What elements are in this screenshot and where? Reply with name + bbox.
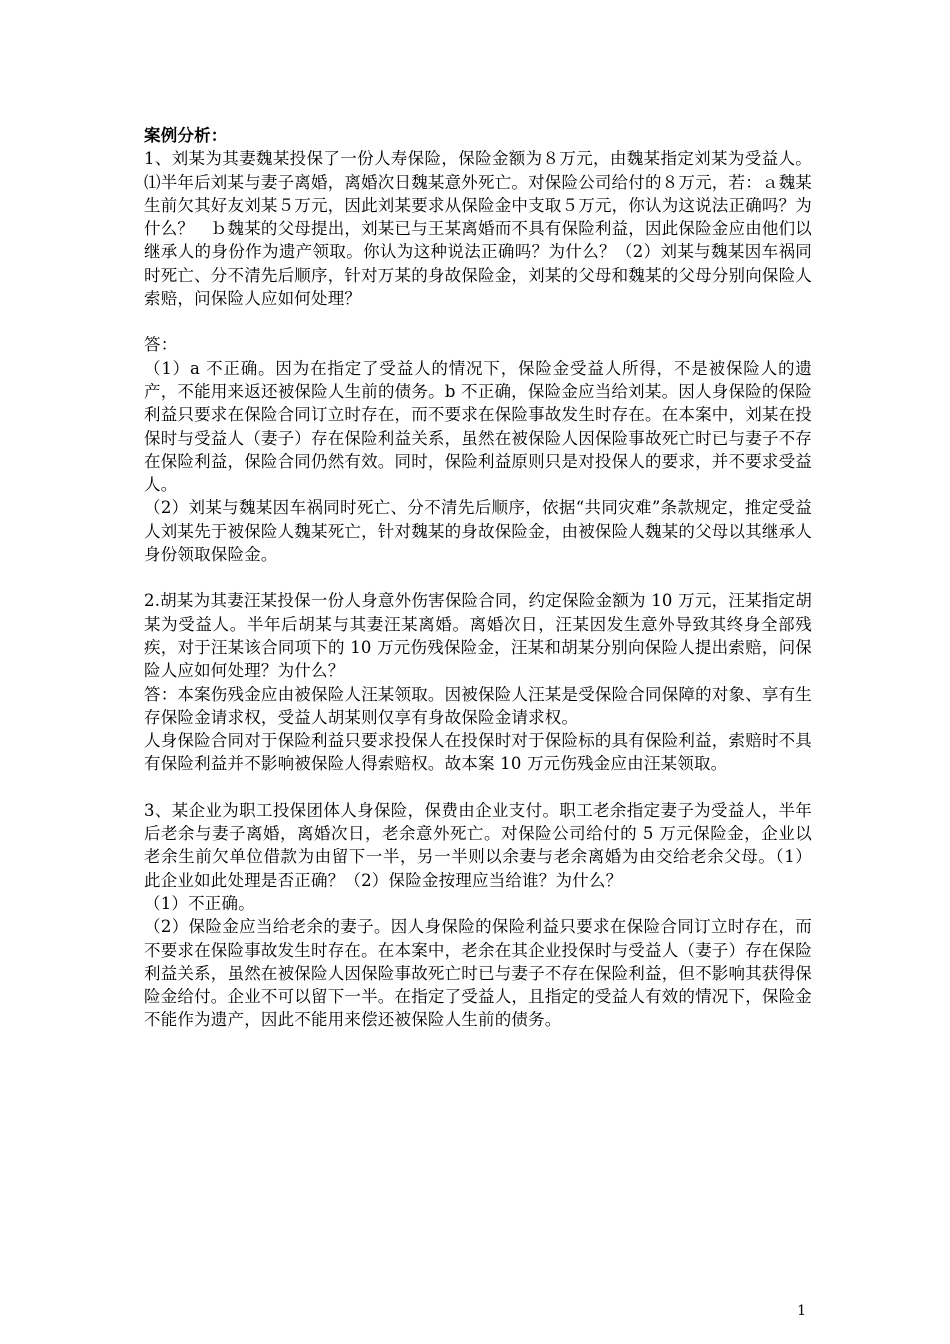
- case2-question: 2.胡某为其妻汪某投保一份人身意外伤害保险合同，约定保险金额为 10 万元，汪某指定胡某为受益人。半年后胡某与其妻汪某离婚。离婚次日，汪某因发生意外导致其终身全部残疾，对于汪某该合同项下的 10 万元伤残保险金，汪某和胡某分别向保险人提出索赔，问保险人应如何处理？为什么？: [144, 591, 812, 681]
- case1-answer-1: （1）a 不正确。因为在指定了受益人的情况下，保险金受益人所得，不是被保险人的遗产，不能用来返还被保险人生前的债务。b 不正确，保险金应当给刘某。因人身保险的保险利益只要求在保险合同订立时存在，而不要求在保险事故发生时存在。在本案中，刘某在投保时与受益人（妻子）存在保险利益关系，虽然在被保险人因保险事故死亡时已与妻子不存在保险利益，保险合同仍然有效。同时，保险利益原则只是对投保人的要求，并不要求受益人。: [144, 358, 812, 495]
- case1-answer-2: （2）刘某与魏某因车祸同时死亡、分不清先后顺序，依据“共同灾难”条款规定，推定受益人刘某先于被保险人魏某死亡，针对魏某的身故保险金，由被保险人魏某的父母以其继承人身份领取保险金。: [144, 498, 812, 565]
- page-number: 1: [797, 1303, 806, 1319]
- case3-answer-1: （1）不正确。: [144, 893, 255, 913]
- paragraph-spacer: [144, 310, 812, 333]
- paragraph-spacer: [144, 776, 812, 799]
- case2-answer-1: 答：本案伤残金应由被保险人汪某领取。因被保险人汪某是受保险合同保障的对象、享有生存保险金请求权，受益人胡某则仅享有身故保险金请求权。: [144, 684, 812, 727]
- case2-answer-2: 人身保险合同对于保险利益只要求投保人在投保时对于保险标的具有保险利益，索赔时不具有保险利益并不影响被保险人得索赔权。故本案 10 万元伤残金应由汪某领取。: [144, 731, 812, 774]
- paragraph-spacer: [144, 566, 812, 589]
- case1-question: 1、刘某为其妻魏某投保了一份人寿保险，保险金额为８万元，由魏某指定刘某为受益人。⑴半年后刘某与妻子离婚，离婚次日魏某意外死亡。对保险公司给付的８万元，若：ａ魏某生前欠其好友刘某５万元，因此刘某要求从保险金中支取５万元，你认为这说法正确吗？为什么？ ｂ魏某的父母提出，刘某已与王某离婚而不具有保险利益，因此保险金应由他们以继承人的身份作为遗产领取。你认为这种说法正确吗？为什么？（2）刘某与魏某因车祸同时死亡、分不清先后顺序，针对万某的身故保险金，刘某的父母和魏某的父母分别向保险人索赔，问保险人应如何处理？: [144, 149, 812, 309]
- document-title: 案例分析：: [144, 126, 228, 145]
- document-body: [144, 124, 812, 1032]
- case3-question: 3、某企业为职工投保团体人身保险，保费由企业支付。职工老余指定妻子为受益人，半年后老余与妻子离婚，离婚次日，老余意外死亡。对保险公司给付的 5 万元保险金，企业以老余生前欠单位借款为由留下一半，另一半则以余妻与老余离婚为由交给老余父母。（1）此企业如此处理是否正确？（2）保险金按理应当给谁？为什么？: [144, 800, 812, 890]
- case1-answer-label: 答：: [144, 335, 178, 355]
- case3-answer-2: （2）保险金应当给老余的妻子。因人身保险的保险利益只要求在保险合同订立时存在，而不要求在保险事故发生时存在。在本案中，老余在其企业投保时与受益人（妻子）存在保险利益关系，虽然在被保险人因保险事故死亡时已与妻子不存在保险利益，但不影响其获得保险金给付。企业不可以留下一半。在指定了受益人，且指定的受益人有效的情况下，保险金不能作为遗产，因此不能用来偿还被保险人生前的债务。: [144, 917, 812, 1030]
